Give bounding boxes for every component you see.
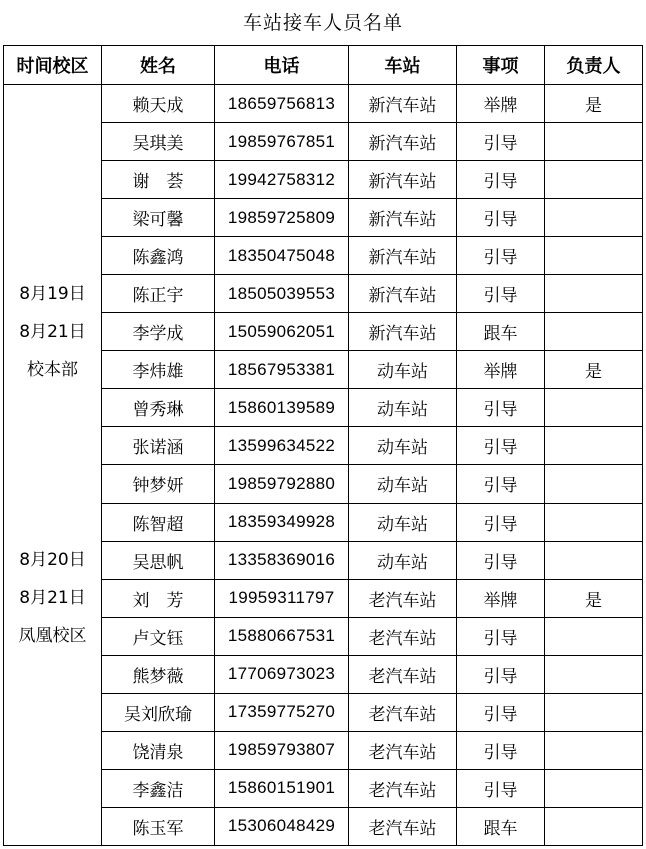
lead-flag — [545, 769, 643, 807]
lead-flag — [545, 541, 643, 579]
station-name: 新汽车站 — [349, 123, 457, 161]
person-name: 陈智超 — [102, 503, 215, 541]
roster-table — [3, 45, 643, 846]
time-campus-line: 8月21日 — [19, 588, 86, 608]
time-campus-line: 校本部 — [27, 360, 78, 380]
phone-number: 19942758312 — [215, 161, 349, 199]
phone-number: 18567953381 — [215, 351, 349, 389]
phone-number: 19959311797 — [215, 579, 349, 617]
station-name: 老汽车站 — [349, 655, 457, 693]
lead-flag — [545, 503, 643, 541]
lead-flag — [545, 427, 643, 465]
task-type: 跟车 — [457, 807, 545, 845]
person-name: 吴思帆 — [102, 541, 215, 579]
lead-flag — [545, 693, 643, 731]
person-name: 陈正宇 — [102, 275, 215, 313]
person-name: 钟梦妍 — [102, 465, 215, 503]
person-name: 饶清泉 — [102, 731, 215, 769]
header-station: 车站 — [349, 46, 457, 85]
time-campus-cell — [4, 85, 102, 846]
person-name: 张诺涵 — [102, 427, 215, 465]
task-type: 引导 — [457, 123, 545, 161]
station-name: 动车站 — [349, 503, 457, 541]
header-task: 事项 — [457, 46, 545, 85]
time-campus-groups — [4, 85, 101, 845]
station-name: 新汽车站 — [349, 85, 457, 123]
lead-flag — [545, 655, 643, 693]
header-lead: 负责人 — [545, 46, 643, 85]
station-name: 动车站 — [349, 427, 457, 465]
task-type: 举牌 — [457, 579, 545, 617]
lead-flag — [545, 389, 643, 427]
phone-number: 18350475048 — [215, 237, 349, 275]
header-time-campus: 时间校区 — [4, 46, 102, 85]
person-name: 谢 荟 — [102, 161, 215, 199]
task-type: 引导 — [457, 389, 545, 427]
task-type: 引导 — [457, 617, 545, 655]
task-type: 引导 — [457, 731, 545, 769]
lead-flag — [545, 237, 643, 275]
station-name: 新汽车站 — [349, 161, 457, 199]
task-type: 引导 — [457, 503, 545, 541]
lead-flag: 是 — [545, 351, 643, 389]
lead-flag — [545, 807, 643, 845]
task-type: 引导 — [457, 769, 545, 807]
phone-number: 13358369016 — [215, 541, 349, 579]
person-name: 李鑫洁 — [102, 769, 215, 807]
lead-flag: 是 — [545, 579, 643, 617]
task-type: 举牌 — [457, 351, 545, 389]
person-name: 刘 芳 — [102, 579, 215, 617]
station-name: 新汽车站 — [349, 237, 457, 275]
phone-number: 15059062051 — [215, 313, 349, 351]
phone-number: 15860151901 — [215, 769, 349, 807]
station-name: 新汽车站 — [349, 313, 457, 351]
phone-number: 17359775270 — [215, 693, 349, 731]
lead-flag — [545, 199, 643, 237]
lead-flag — [545, 275, 643, 313]
station-name: 动车站 — [349, 389, 457, 427]
station-name: 老汽车站 — [349, 693, 457, 731]
station-name: 老汽车站 — [349, 769, 457, 807]
lead-flag — [545, 731, 643, 769]
header-name: 姓名 — [102, 46, 215, 85]
person-name: 梁可馨 — [102, 199, 215, 237]
phone-number: 17706973023 — [215, 655, 349, 693]
time-campus-line: 凤凰校区 — [18, 626, 87, 646]
station-name: 老汽车站 — [349, 731, 457, 769]
station-name: 动车站 — [349, 465, 457, 503]
lead-flag — [545, 313, 643, 351]
person-name: 吴刘欣瑜 — [102, 693, 215, 731]
station-name: 新汽车站 — [349, 275, 457, 313]
lead-flag — [545, 617, 643, 655]
phone-number: 18359349928 — [215, 503, 349, 541]
station-name: 老汽车站 — [349, 617, 457, 655]
phone-number: 19859725809 — [215, 199, 349, 237]
task-type: 引导 — [457, 655, 545, 693]
lead-flag — [545, 465, 643, 503]
task-type: 跟车 — [457, 313, 545, 351]
phone-number: 18505039553 — [215, 275, 349, 313]
person-name: 吴琪美 — [102, 123, 215, 161]
person-name: 曾秀琳 — [102, 389, 215, 427]
phone-number: 15306048429 — [215, 807, 349, 845]
lead-flag — [545, 123, 643, 161]
phone-number: 19859793807 — [215, 731, 349, 769]
person-name: 陈鑫鸿 — [102, 237, 215, 275]
document-title: 车站接车人员名单 — [242, 12, 403, 34]
person-name: 熊梦薇 — [102, 655, 215, 693]
lead-flag — [545, 161, 643, 199]
phone-number: 18659756813 — [215, 85, 349, 123]
station-name: 动车站 — [349, 541, 457, 579]
person-name: 赖天成 — [102, 85, 215, 123]
task-type: 引导 — [457, 237, 545, 275]
station-name: 新汽车站 — [349, 199, 457, 237]
phone-number: 15880667531 — [215, 617, 349, 655]
header-phone: 电话 — [215, 46, 349, 85]
header-row — [4, 46, 643, 85]
roster-body — [4, 85, 643, 846]
task-type: 引导 — [457, 541, 545, 579]
task-type: 引导 — [457, 161, 545, 199]
person-name: 李炜雄 — [102, 351, 215, 389]
station-name: 老汽车站 — [349, 579, 457, 617]
task-type: 引导 — [457, 199, 545, 237]
phone-number: 19859792880 — [215, 465, 349, 503]
phone-number: 15860139589 — [215, 389, 349, 427]
time-campus-line: 8月20日 — [19, 550, 86, 570]
station-name: 动车站 — [349, 351, 457, 389]
phone-number: 19859767851 — [215, 123, 349, 161]
phone-number: 13599634522 — [215, 427, 349, 465]
task-type: 引导 — [457, 465, 545, 503]
time-campus-line: 8月19日 — [19, 284, 86, 304]
task-type: 引导 — [457, 693, 545, 731]
person-name: 卢文钰 — [102, 617, 215, 655]
table-row — [4, 85, 643, 123]
task-type: 举牌 — [457, 85, 545, 123]
station-name: 老汽车站 — [349, 807, 457, 845]
lead-flag: 是 — [545, 85, 643, 123]
task-type: 引导 — [457, 275, 545, 313]
task-type: 引导 — [457, 427, 545, 465]
person-name: 陈玉军 — [102, 807, 215, 845]
time-campus-line: 8月21日 — [19, 322, 86, 342]
person-name: 李学成 — [102, 313, 215, 351]
